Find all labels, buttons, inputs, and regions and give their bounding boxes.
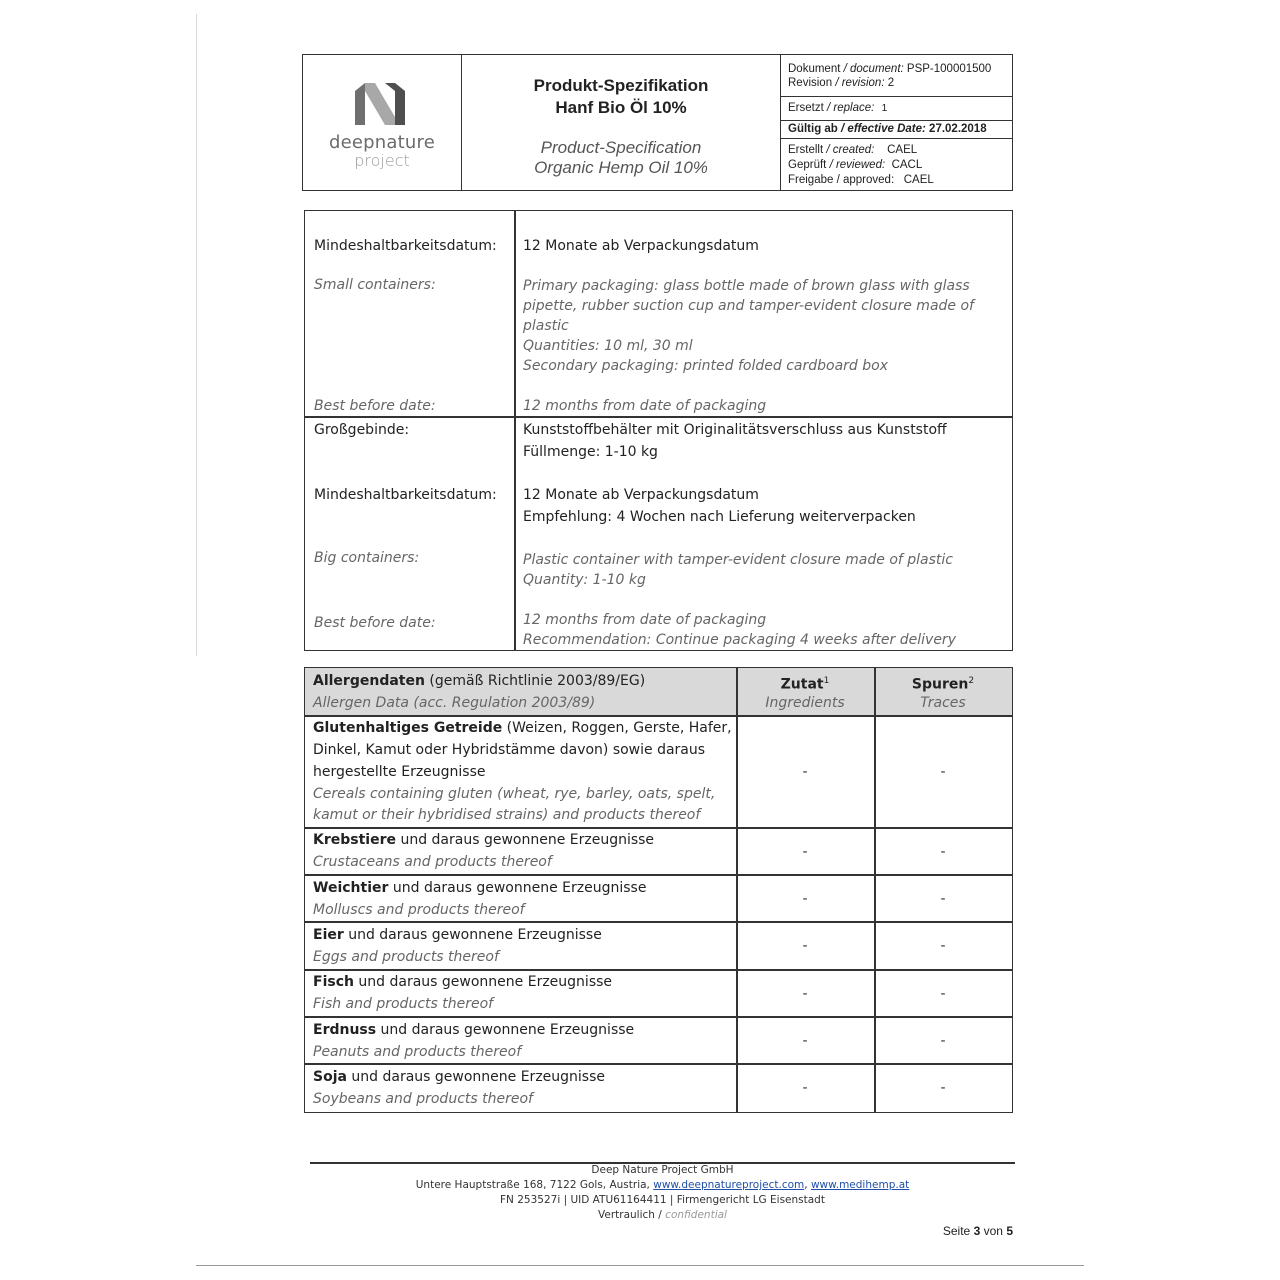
small-containers-line: pipette, rubber suction cup and tamper-evident closure made of — [523, 298, 974, 314]
row-divider — [305, 969, 1012, 971]
small-containers-line: Quantities: 10 ml, 30 ml — [523, 338, 693, 354]
ingredient-column-header: Zutat$^1$ — [780, 676, 830, 693]
allergen-row-en: Fish and products thereof — [313, 996, 494, 1012]
allergen-row-en: Crustaceans and products thereof — [313, 854, 552, 870]
page-number: Seite 3 von 5 — [942, 1224, 1013, 1238]
row-divider — [305, 715, 1012, 717]
allergen-header-en: Allergen Data (acc. Regulation 2003/89) — [313, 695, 596, 711]
traces-value: - — [940, 1033, 946, 1049]
small-containers-label: Small containers: — [314, 277, 436, 293]
big-containers-line-en: Quantity: 1-10 kg — [523, 572, 646, 588]
title-cell — [462, 55, 781, 190]
approved-by: Freigabe / approved: CAEL — [788, 174, 934, 186]
ingredient-value: - — [802, 1080, 808, 1096]
allergen-row-en: Peanuts and products thereof — [313, 1044, 522, 1060]
document-meta-cell — [781, 55, 1012, 190]
effective-date-row: Gültig ab / effective Date: 27.02.2018 — [781, 121, 1012, 139]
bbd2-line-en: Recommendation: Continue packaging 4 weeks after delivery — [523, 632, 956, 648]
row-divider — [305, 416, 1012, 418]
bbd-label-en: Best before date: — [314, 398, 436, 414]
title-en-line2: Organic Hemp Oil 10% — [534, 158, 708, 177]
allergen-table — [304, 667, 1013, 1113]
big-containers-label-en: Big containers: — [314, 550, 420, 566]
revision-number: Revision / revision: 2 — [788, 77, 895, 89]
allergen-row-en: Eggs and products thereof — [313, 949, 499, 965]
traces-column-header-en: Traces — [920, 695, 966, 711]
logo-wordmark: deepnature — [329, 132, 435, 153]
allergen-row-de-cont: hergestellte Erzeugnisse — [313, 764, 486, 780]
big-containers-line-de: Kunststoffbehälter mit Originalitätsverschluss aus Kunststoff — [523, 422, 947, 438]
traces-value: - — [940, 764, 946, 780]
bbd2-line-de: 12 Monate ab Verpackungsdatum — [523, 487, 759, 503]
deepnature-logo-icon — [353, 81, 407, 127]
page-bottom-line — [196, 1265, 1084, 1266]
bbd2-label-de: Mindeshaltbarkeitsdatum: — [314, 487, 497, 503]
approval-row — [781, 139, 1012, 190]
page-edge-line — [196, 14, 197, 656]
traces-value: - — [940, 986, 946, 1002]
small-containers-line: Primary packaging: glass bottle made of brown glass with glass — [523, 278, 970, 294]
allergen-row-en: Cereals containing gluten (wheat, rye, barley, oats, spelt, — [313, 786, 716, 802]
title-de-line1: Produkt-Spezifikation — [533, 76, 709, 95]
ingredient-value: - — [802, 891, 808, 907]
traces-value: - — [940, 938, 946, 954]
replace-row: Ersetzt / replace: 1 — [781, 97, 1012, 121]
reviewed-by: Geprüft / reviewed: CACL — [788, 159, 923, 171]
document-number: Dokument / document: PSP-100001500 — [788, 63, 992, 75]
small-containers-line: Secondary packaging: printed folded cardboard box — [523, 358, 888, 374]
allergen-row-de: Erdnuss und daraus gewonnene Erzeugnisse — [313, 1022, 635, 1038]
traces-value: - — [940, 1080, 946, 1096]
bbd2-line-en: 12 months from date of packaging — [523, 612, 767, 628]
allergen-row-de: Glutenhaltiges Getreide (Weizen, Roggen, Gerste, Hafer, — [313, 720, 732, 736]
footer-address: Untere Hauptstraße 168, 7122 Gols, Austria, www.deepnatureproject.com, www.medihemp.at — [415, 1179, 910, 1191]
ingredient-value: - — [802, 1033, 808, 1049]
big-containers-label-de: Großgebinde: — [314, 422, 410, 438]
document-header — [302, 54, 1013, 191]
bbd2-line-de: Empfehlung: 4 Wochen nach Lieferung weiterverpacken — [523, 509, 916, 525]
company-logo-cell — [303, 55, 462, 190]
column-divider — [514, 211, 516, 650]
bbd-label-de: Mindeshaltbarkeitsdatum: — [314, 238, 497, 254]
bbd-value-en: 12 months from date of packaging — [523, 398, 767, 414]
allergen-row-de-cont: Dinkel, Kamut oder Hybridstämme davon) sowie daraus — [313, 742, 706, 758]
big-containers-line-de: Füllmenge: 1-10 kg — [523, 444, 658, 460]
ingredient-column-header-en: Ingredients — [765, 695, 845, 711]
allergen-row-en: Soybeans and products thereof — [313, 1091, 533, 1107]
allergen-row-de: Weichtier und daraus gewonnene Erzeugnisse — [313, 880, 647, 896]
traces-column-header: Spuren$^2$ — [911, 676, 975, 693]
allergen-row-de: Fisch und daraus gewonnene Erzeugnisse — [313, 974, 613, 990]
allergen-row-en: Molluscs and products thereof — [313, 902, 525, 918]
bbd-value-de: 12 Monate ab Verpackungsdatum — [523, 238, 759, 254]
small-containers-line: plastic — [523, 318, 569, 334]
allergen-row-de: Eier und daraus gewonnene Erzeugnisse — [313, 927, 602, 943]
traces-value: - — [940, 891, 946, 907]
bbd2-label-en: Best before date: — [314, 615, 436, 631]
ingredient-value: - — [802, 986, 808, 1002]
row-divider — [305, 827, 1012, 829]
row-divider — [305, 1016, 1012, 1018]
packaging-table — [304, 210, 1013, 651]
ingredient-value: - — [802, 764, 808, 780]
ingredient-value: - — [802, 938, 808, 954]
document-revision-row — [781, 55, 1012, 97]
traces-value: - — [940, 844, 946, 860]
allergen-row-de: Krebstiere und daraus gewonnene Erzeugnisse — [313, 832, 655, 848]
footer-confidential: Vertraulich / confidential — [598, 1209, 727, 1221]
allergen-row-en: kamut or their hybridised strains) and products thereof — [313, 807, 701, 823]
allergen-header-de: Allergendaten (gemäß Richtlinie 2003/89/EG) — [313, 673, 646, 689]
big-containers-line-en: Plastic container with tamper-evident closure made of plastic — [523, 552, 953, 568]
created-by: Erstellt / created: CAEL — [788, 144, 918, 156]
footer-company: Deep Nature Project GmbH — [591, 1164, 734, 1176]
ingredient-value: - — [802, 844, 808, 860]
logo-subword: project — [354, 151, 410, 170]
allergen-row-de: Soja und daraus gewonnene Erzeugnisse — [313, 1069, 606, 1085]
row-divider — [305, 874, 1012, 876]
website-link[interactable]: www.deepnatureproject.com — [653, 1179, 805, 1191]
title-en-line1: Product-Specification — [540, 138, 702, 157]
medihemp-link[interactable]: www.medihemp.at — [810, 1179, 910, 1191]
footer-registry: FN 253527i | UID ATU61164411 | Firmengericht LG Eisenstadt — [500, 1194, 825, 1206]
title-de-line2: Hanf Bio Öl 10% — [555, 98, 687, 117]
